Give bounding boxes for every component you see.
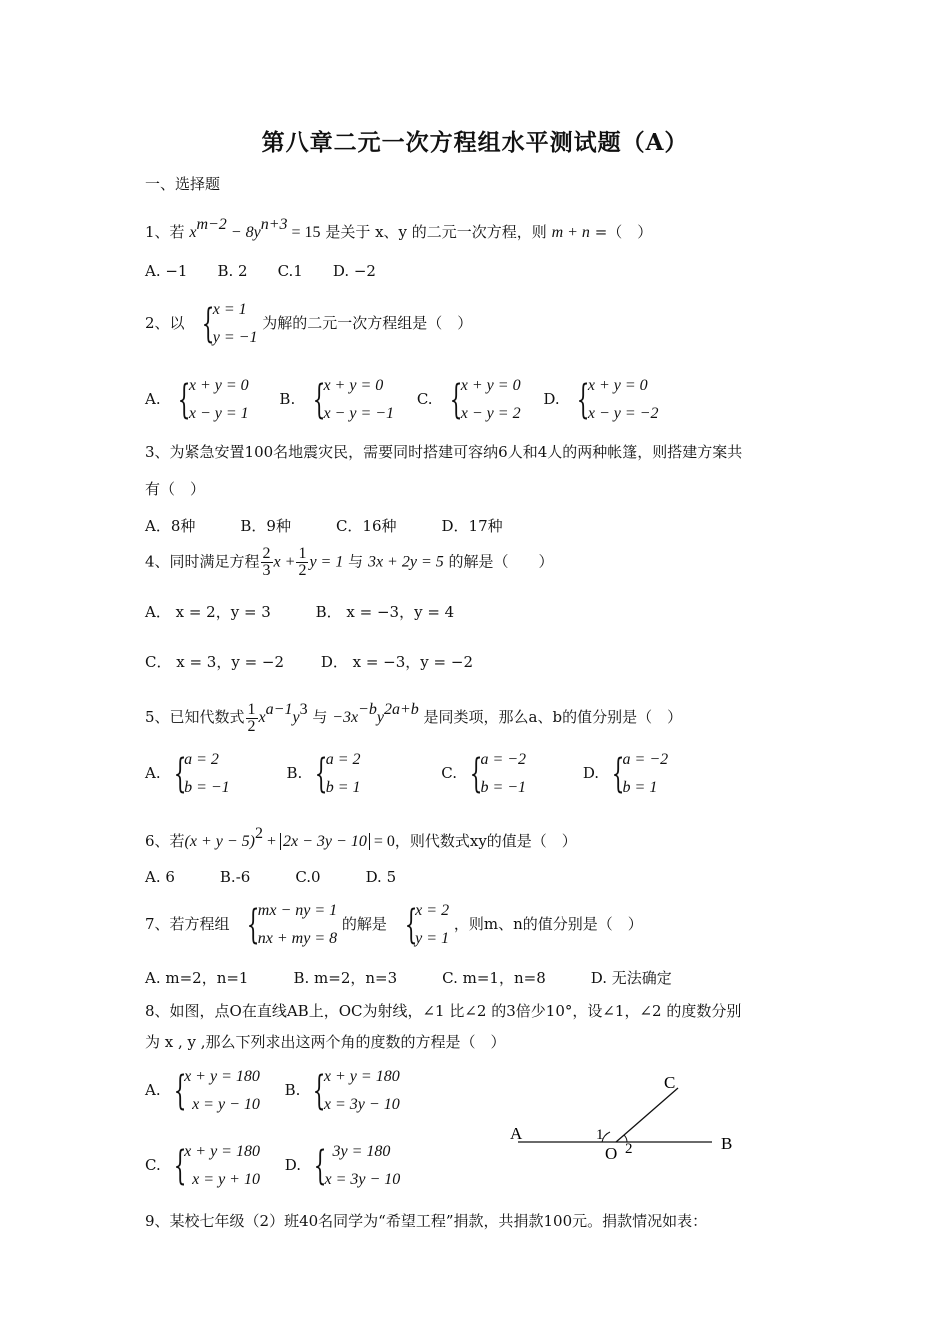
angle-figure (500, 1066, 750, 1166)
question-9: 9、某校七年级（2）班40名同学为“希望工程”捐款，共捐款100元。捐款情况如表： (145, 1212, 708, 1230)
question-1: 1、若 $x^{m-2} - 8y^{n+3} = 15$ 是关于 x、y 的二元一次方程，则 m + n =（ ） (145, 216, 653, 241)
q8-option-c: C. { x + y = 180 x = y + 10 (145, 1143, 260, 1189)
ray-oc (616, 1088, 678, 1142)
q8-option-b: B. { x + y = 180 x = 3y − 10 (284, 1068, 400, 1114)
section-heading: 一、选择题 (145, 175, 221, 193)
question-8-cont: 为 x , y ,那么下列求出这两个角的度数的方程是（ ） (145, 1033, 506, 1051)
q8-option-d: D. { 3y = 180 x = 3y − 10 (284, 1143, 401, 1189)
q5-option-a: A. { a = 2 b = −1 (145, 751, 230, 797)
question-4: 4、同时满足方程 $\frac{2}{3}$ x + $\frac{1}{2}$ y = 1 与 3x + 2y = 5 的解是（ ） (145, 545, 554, 579)
question-6: 6、若$(x + y - 5)^2 + 2x - 3y - 10 = 0$，则代数式xy的值是（ ） (145, 825, 577, 850)
page-title: 第八章二元一次方程组水平测试题（A） (261, 129, 689, 156)
question-1-options: A. −1 B. 2 C.1 D. −2 (145, 262, 376, 280)
question-5-options (145, 746, 668, 802)
question-5: 5、已知代数式 $\frac{1}{2}$ $x^{a-1}y^3$ 与 $-3x^{-b}y^{2a+b}$ 是同类项，那么a、b的值分别是（ ） (145, 700, 683, 735)
q2-option-a: A. { x + y = 0 x − y = 1 (145, 377, 249, 423)
label-a: A (510, 1124, 523, 1143)
question-3-cont: 有（ ） (145, 480, 206, 498)
q5-option-d: D. { a = −2 b = 1 (582, 751, 669, 797)
question-4-options-ab: A． x = 2，y = 3 B． x = −3，y = 4 (145, 603, 455, 621)
question-8-options-cd (145, 1138, 400, 1194)
q2-option-b: B. { x + y = 0 x − y = −1 (279, 377, 395, 423)
question-8-options-ab (145, 1063, 400, 1119)
question-2: 2、以 { x = 1 y = −1 为解的二元一次方程组是（ ） (145, 296, 472, 352)
label-b: B (721, 1134, 733, 1153)
solution-system: { x = 1 y = −1 (202, 301, 258, 347)
label-angle-2: 2 (625, 1141, 633, 1157)
question-2-options (145, 372, 658, 428)
question-3-options: A．8种 B．9种 C．16种 D．17种 (145, 517, 503, 535)
q2-option-c: C. { x + y = 0 x − y = 2 (416, 377, 521, 423)
label-o: O (605, 1144, 618, 1163)
question-3: 3、为紧急安置100名地震灾民，需要同时搭建可容纳6人和4人的两种帐篷，则搭建方案共 (145, 443, 743, 461)
question-6-options: A. 6 B.-6 C.0 D. 5 (145, 868, 397, 886)
q2-option-d: D. { x + y = 0 x − y = −2 (543, 377, 659, 423)
q5-option-b: B. { a = 2 b = 1 (286, 751, 361, 797)
label-angle-1: 1 (596, 1127, 604, 1143)
question-7: 7、若方程组 { mx − ny = 1 nx + my = 8 的解是 { x = 2 y = 1 ，则m、n的值分别是（ ） (145, 902, 643, 948)
q5-option-c: C. { a = −2 b = −1 (441, 751, 527, 797)
question-4-options-cd: C． x = 3，y = −2 D． x = −3，y = −2 (145, 653, 473, 671)
question-8: 8、如图，点O在直线AB上，OC为射线，∠1 比∠2 的3倍少10°，设∠1，∠2 的度数分别 (145, 1002, 742, 1020)
label-c: C (664, 1073, 676, 1092)
q8-option-a: A. { x + y = 180 x = y − 10 (145, 1068, 260, 1114)
question-7-options: A. m=2，n=1 B. m=2，n=3 C. m=1，n=8 D. 无法确定 (145, 969, 672, 987)
